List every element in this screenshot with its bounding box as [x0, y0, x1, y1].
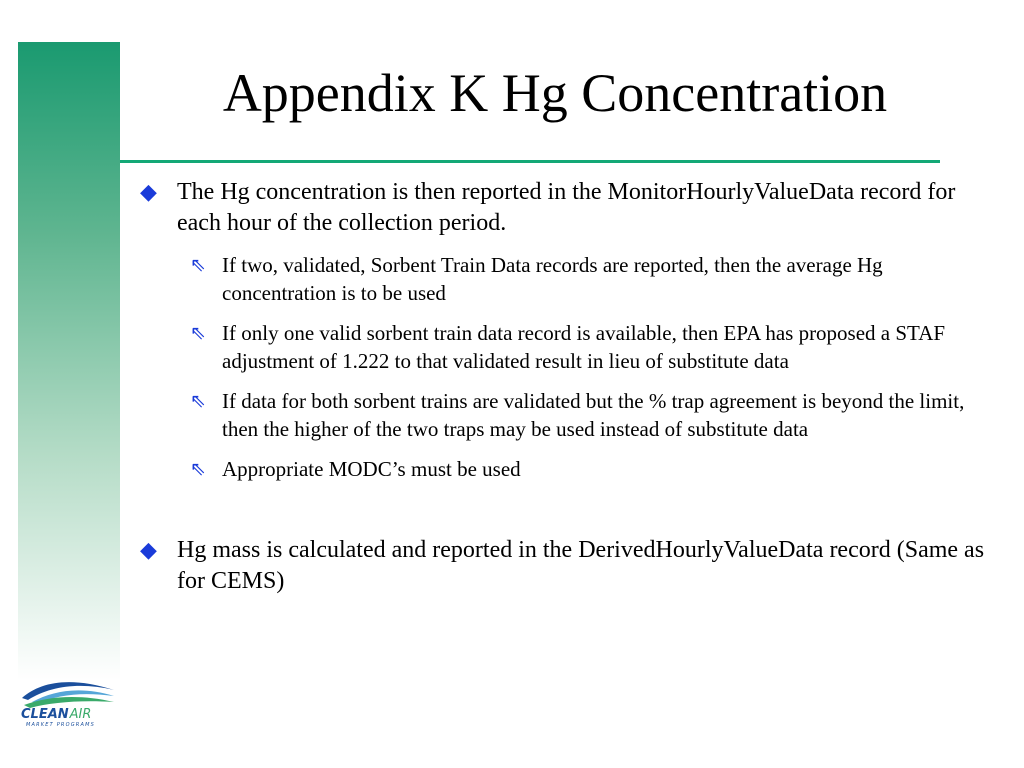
slide-content — [140, 177, 1000, 597]
logo-subtext: MARKET PROGRAMS — [26, 722, 95, 728]
svg-text:CLEANAIR — [21, 707, 91, 722]
sub-bullet-text: If data for both sorbent trains are validated but the % trap agreement is beyond the limit, then the higher of the two traps may be used instead of substitute data — [222, 389, 965, 441]
sub-bullet-text: If two, validated, Sorbent Train Data records are reported, then the average Hg concentration is to be used — [222, 253, 883, 305]
sub-bullet-text: If only one valid sorbent train data record is available, then EPA has proposed a STAF adjustment of 1.222 to that validated result in lieu of substitute data — [222, 321, 946, 373]
sub-bullet-item — [185, 319, 1000, 375]
clean-air-logo — [18, 672, 118, 728]
logo-text-clean: CLEAN — [21, 707, 69, 722]
sub-bullet-text: Appropriate MODC’s must be used — [222, 457, 521, 481]
arrow-bullet-icon: ⇖ — [190, 458, 206, 480]
arrow-bullet-icon: ⇖ — [190, 254, 206, 276]
side-gradient-bar — [18, 42, 120, 680]
bullet-item — [140, 535, 1000, 597]
sub-bullet-list — [185, 251, 1000, 483]
arrow-bullet-icon: ⇖ — [190, 390, 206, 412]
slide-title: Appendix K Hg Concentration — [222, 63, 888, 123]
bullet-text: The Hg concentration is then reported in the MonitorHourlyValueData record for each hour of the collection period. — [177, 179, 956, 236]
arrow-bullet-icon: ⇖ — [190, 322, 206, 344]
diamond-bullet-icon: ◆ — [140, 180, 157, 205]
title-underline — [120, 160, 940, 163]
diamond-bullet-icon: ◆ — [140, 538, 157, 563]
logo-text-air: AIR — [69, 707, 92, 722]
sub-bullet-item — [185, 455, 1000, 483]
sub-bullet-item — [185, 387, 1000, 443]
sub-bullet-item — [185, 251, 1000, 307]
bullet-text: Hg mass is calculated and reported in the DerivedHourlyValueData record (Same as for CEMS) — [177, 537, 985, 594]
bullet-item — [140, 177, 1000, 239]
